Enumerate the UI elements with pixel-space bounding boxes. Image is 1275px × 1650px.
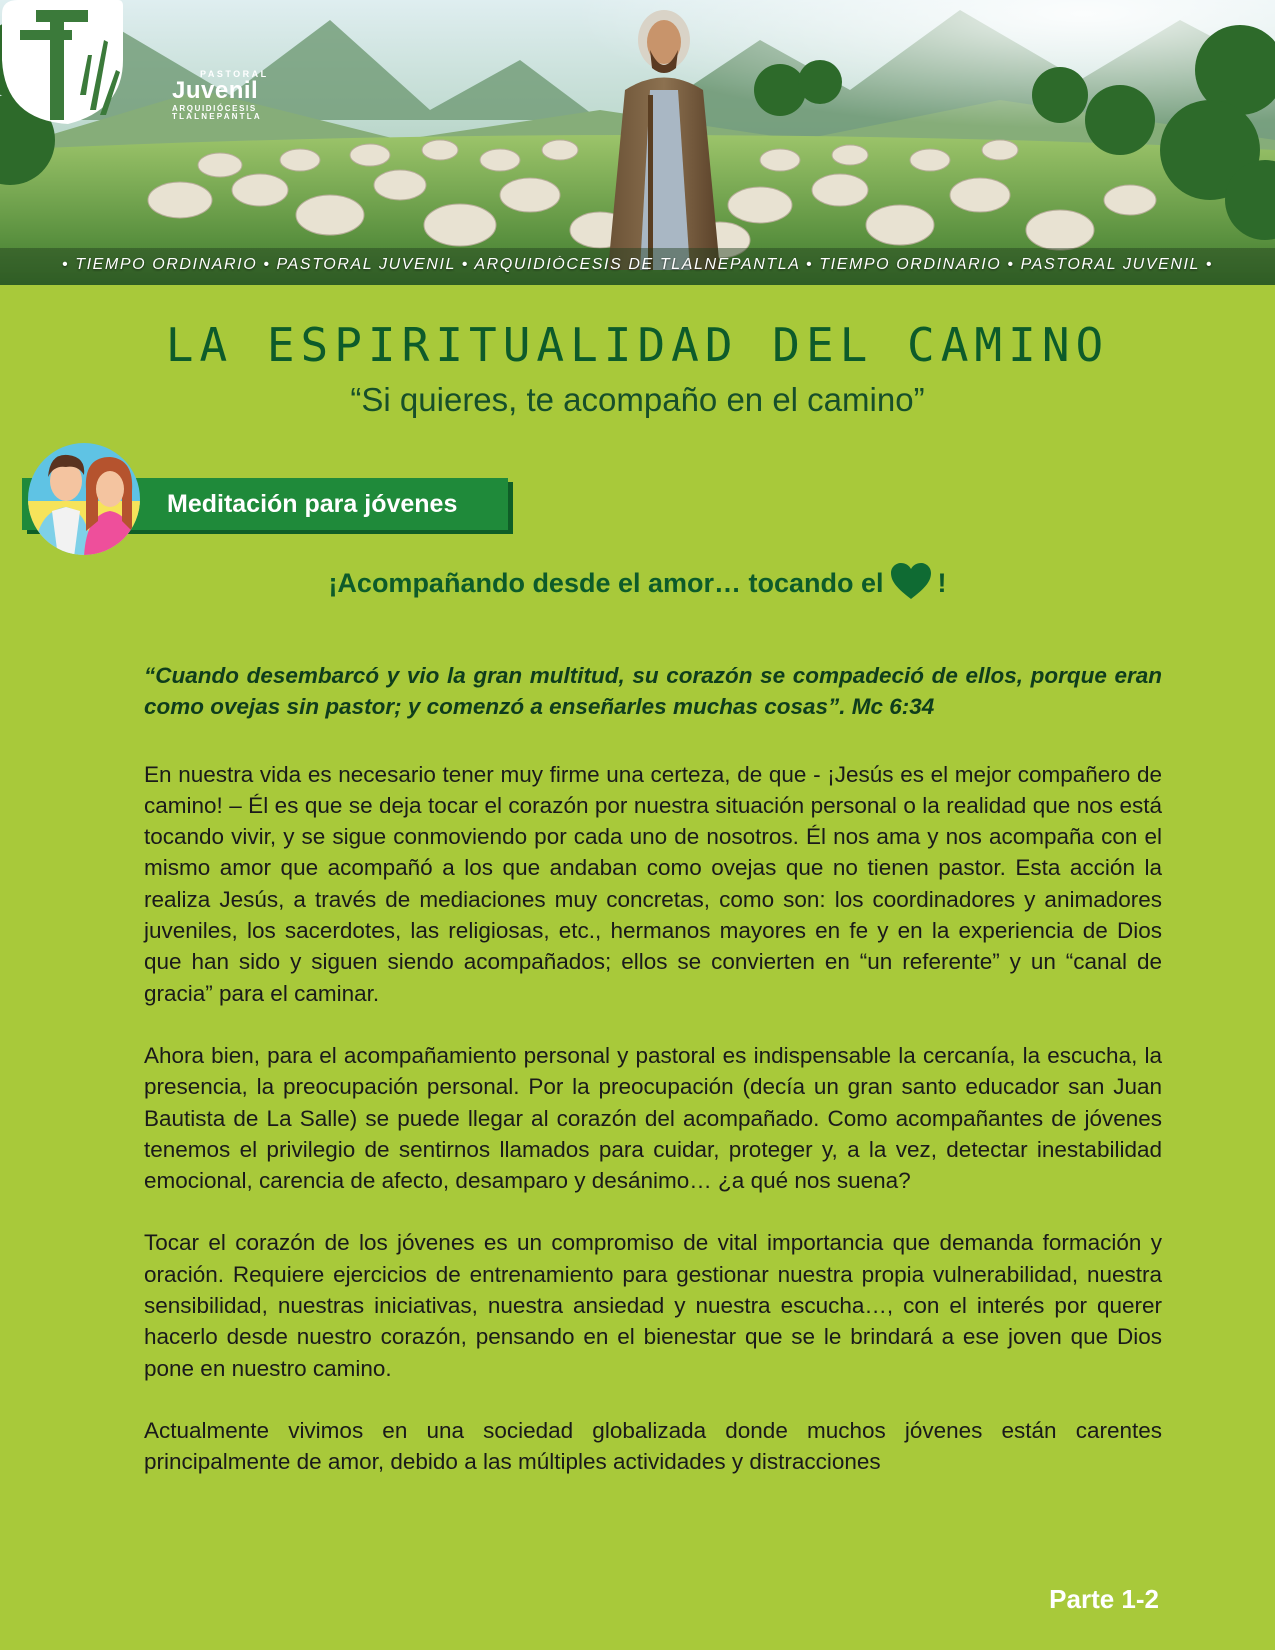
scripture-quote: “Cuando desembarcó y vio la gran multitud, su corazón se compadeció de ellos, porque eran como ovejas sin pastor; y comenzó a enseñarles muchas cosas”. Mc 6:34	[144, 663, 1162, 720]
section-badge-label: Meditación para jóvenes	[167, 490, 458, 518]
logo-text	[172, 70, 269, 121]
headline-end: !	[937, 568, 947, 598]
page-part-label: Parte 1-2	[1049, 1584, 1159, 1614]
header-banner	[0, 0, 1275, 285]
logo-line-2: Juvenil	[172, 77, 259, 104]
heart-icon	[890, 562, 932, 600]
body-paragraph-3: Tocar el corazón de los jóvenes es un compromiso de vital importancia que demanda formación y oración. Requiere ejercicios de entrenamiento para gestionar nuestra propia vulnerabilidad, nuestra sensibilidad, nuestras iniciativas, nuestra ansiedad y nuestra escucha…, con el interés por querer hacerlo desde nuestro corazón, pensando en el bienestar que se le brindará a ese joven que Dios pone en nuestro camino.	[144, 1230, 1162, 1381]
body-paragraph-1: En nuestra vida es necesario tener muy firme una certeza, de que - ¡Jesús es el mejor compañero de camino! – Él es que se deja tocar el corazón por nuestra situación personal o la realidad que nos está tocando vivir, y se sigue conmoviendo por cada uno de nosotros. Él nos ama y nos acompaña con el mismo amor que acompañó a los que andaban como ovejas que no tienen pastor. Esta acción la realiza Jesús, a través de mediaciones muy concretas, como son: los coordinadores y animadores juveniles, los sacerdotes, las religiosas, etc., hermanos mayores en fe y en la experiencia de Dios que han sido y siguen siendo acompañados; ellos se convierten en “un referente” y un “canal de gracia” para el caminar.	[144, 761, 1162, 1006]
headline-text: ¡Acompañando desde el amor… tocando el	[328, 568, 884, 598]
body-paragraph-4: Actualmente vivimos en una sociedad globalizada donde muchos jóvenes están carentes principalmente de amor, debido a las múltiples actividades y distracciones	[144, 1417, 1162, 1475]
logo-line-3: ARQUIDIÓCESIS	[172, 104, 257, 113]
logo-line-4: TLALNEPANTLA	[172, 112, 262, 121]
meditation-body	[144, 660, 1162, 1509]
young-people-avatar-icon	[26, 441, 142, 557]
logo-line-1: PASTORAL	[200, 69, 269, 79]
banner-ticker: • TIEMPO ORDINARIO • PASTORAL JUVENIL • ARQUIDIÓCESIS DE TLALNEPANTLA • TIEMPO ORDINARIO • PASTORAL JUVENIL •	[61, 256, 1214, 273]
body-paragraph-2: Ahora bien, para el acompañamiento personal y pastoral es indispensable la cercanía, la escucha, la presencia, la preocupación personal. Por la preocupación (decía un gran santo educador san Juan Bautista de La Salle) se puede llegar al corazón del acompañado. Como acompañantes de jóvenes tenemos el privilegio de sentirnos llamados para cuidar, proteger y, a la vez, detectar inestabilidad emocional, carencia de afecto, desamparo y desánimo… ¿a qué nos suena?	[144, 1042, 1162, 1194]
headline	[0, 562, 1275, 600]
page-title: LA ESPIRITUALIDAD DEL CAMINO	[165, 318, 1110, 372]
page-subtitle: “Si quieres, te acompaño en el camino”	[350, 381, 925, 418]
